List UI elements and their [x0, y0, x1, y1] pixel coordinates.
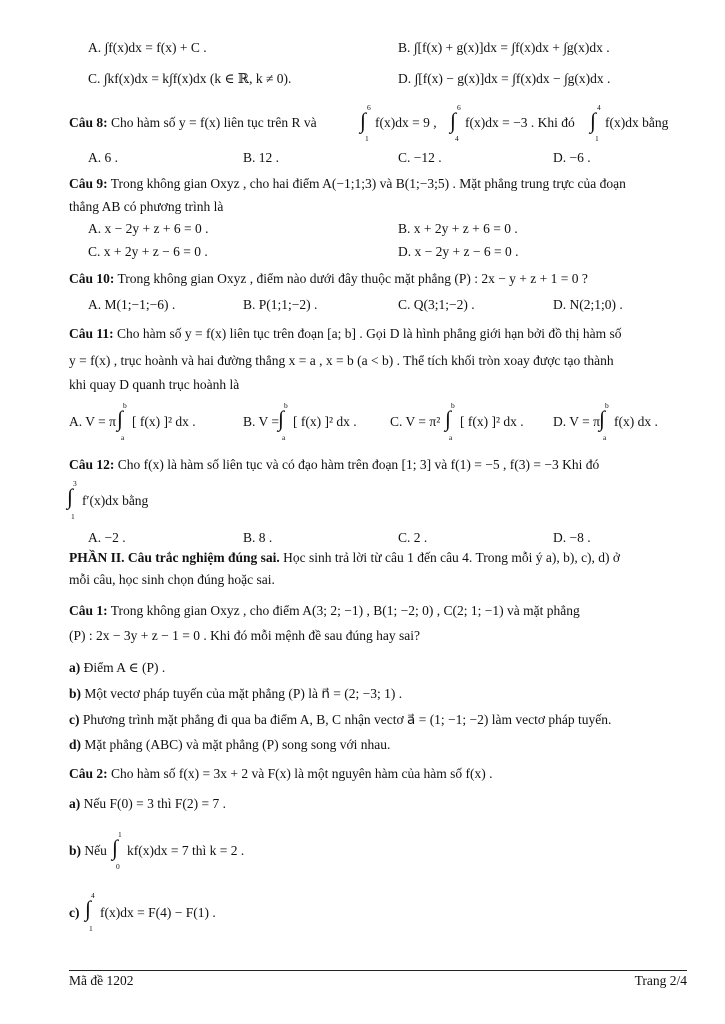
- integral-sign: ∫: [85, 896, 92, 921]
- q7-option-a: A. ∫f(x)dx = f(x) + C .: [88, 40, 207, 55]
- q8-option-c: C. −12 .: [398, 150, 442, 165]
- q7-option-c: C. ∫kf(x)dx = k∫f(x)dx (k ∈ ℝ, k ≠ 0).: [88, 71, 292, 86]
- q11-lower: a: [121, 433, 125, 442]
- q11-option-b-body: [ f(x) ]² dx .: [293, 414, 357, 429]
- q8-text: Cho hàm số y = f(x) liên tục trên R và: [111, 115, 317, 130]
- q12-question: [69, 457, 599, 473]
- integral-sign: ∫: [117, 406, 124, 431]
- q9-option-d: D. x − 2y + z − 6 = 0 .: [398, 244, 519, 259]
- q11-option-a-body: [ f(x) ]² dx .: [132, 414, 196, 429]
- item-text: Nếu: [81, 843, 107, 858]
- q8-option-a: A. 6 .: [88, 150, 118, 165]
- part2-heading: [69, 550, 620, 566]
- q12-option-b: B. 8 .: [243, 530, 273, 545]
- item-label: a): [69, 660, 81, 675]
- q10-option-b: B. P(1;1;−2) .: [243, 297, 318, 312]
- item-text: Một vectơ pháp tuyến của mặt phẳng (P) là n⃗ = (2; −3; 1) .: [81, 686, 403, 701]
- p2q2-label: Câu 2:: [69, 766, 108, 781]
- q11-upper: b: [284, 401, 288, 410]
- q12-upper: 3: [73, 479, 77, 488]
- q8-int2-upper: 6: [457, 103, 461, 112]
- q10-option-d: D. N(2;1;0) .: [553, 297, 623, 312]
- q11-option-c-prefix: C. V = π²: [390, 414, 441, 429]
- item-text: Mặt phẳng (ABC) và mặt phẳng (P) song song với nhau.: [81, 737, 391, 752]
- q8-int1-lower: 1: [365, 134, 369, 143]
- q10-question: [69, 271, 588, 287]
- q11-text-line1: Cho hàm số y = f(x) liên tục trên đoạn [a; b] . Gọi D là hình phẳng giới hạn bởi đồ thị hàm số: [117, 326, 622, 341]
- item-label: a): [69, 796, 81, 811]
- footer-divider: [69, 970, 687, 971]
- q12-label: Câu 12:: [69, 457, 115, 472]
- p2q2-c-body: f(x)dx = F(4) − F(1) .: [100, 905, 216, 920]
- q12-int-body: f′(x)dx bằng: [82, 493, 149, 508]
- q12-option-d: D. −8 .: [553, 530, 591, 545]
- p2q2-c-lower: 1: [89, 924, 93, 933]
- q8-option-b: B. 12 .: [243, 150, 280, 165]
- q12-text: Cho f(x) là hàm số liên tục và có đạo hàm trên đoạn [1; 3] và f(1) = −5 , f(3) = −3 Khi đó: [117, 457, 600, 472]
- q11-option-d-prefix: D. V = π: [553, 414, 600, 429]
- q11-option-b-prefix: B. V =: [243, 414, 280, 429]
- integral-sign: ∫: [450, 108, 457, 133]
- q11-upper: b: [605, 401, 609, 410]
- p2q2-b-lower: 0: [116, 862, 120, 871]
- p2q2-text: Cho hàm số f(x) = 3x + 2 và F(x) là một nguyên hàm của hàm số f(x) .: [111, 766, 493, 781]
- q11-question: [69, 326, 621, 342]
- item-label: d): [69, 737, 82, 752]
- part2-instructions: Học sinh trả lời từ câu 1 đến câu 4. Trong mỗi ý a), b), c), d) ở: [279, 550, 621, 565]
- part2-instructions-line2: mỗi câu, học sinh chọn đúng hoặc sai.: [69, 572, 275, 587]
- p2q1-item-c: [69, 712, 611, 728]
- p2q1-text-line2: (P) : 2x − 3y + z − 1 = 0 . Khi đó mỗi mệnh đề sau đúng hay sai?: [69, 628, 421, 643]
- q11-text-line2: y = f(x) , trục hoành và hai đường thẳng x = a , x = b (a < b) . Thể tích khối tròn xoay được tạo thành: [69, 353, 614, 368]
- q11-option-a-prefix: A. V = π: [69, 414, 116, 429]
- item-text: Phương trình mặt phẳng đi qua ba điểm A, B, C nhận vectơ a⃗ = (1; −1; −2) làm vectơ pháp tuyến.: [79, 712, 612, 727]
- q12-lower: 1: [71, 512, 75, 521]
- p2q2-question: [69, 766, 493, 782]
- q9-option-b: B. x + 2y + z + 6 = 0 .: [398, 221, 518, 236]
- integral-sign: ∫: [112, 835, 119, 860]
- q11-upper: b: [123, 401, 127, 410]
- item-label: c): [69, 712, 80, 727]
- q10-option-c: C. Q(3;1;−2) .: [398, 297, 475, 312]
- q10-text: Trong không gian Oxyz , điểm nào dưới đây thuộc mặt phẳng (P) : 2x − y + z + 1 = 0 ?: [117, 271, 588, 286]
- q9-text-line2: thẳng AB có phương trình là: [69, 199, 224, 214]
- q10-label: Câu 10:: [69, 271, 115, 286]
- part2-title: PHẦN II. Câu trắc nghiệm đúng sai.: [69, 550, 280, 565]
- p2q2-item-a: [69, 796, 226, 812]
- p2q1-item-a: [69, 660, 165, 676]
- p2q2-b-body: kf(x)dx = 7 thì k = 2 .: [127, 843, 245, 858]
- footer-page-number: Trang 2/4: [634, 973, 687, 988]
- item-label: b): [69, 686, 82, 701]
- p2q1-item-d: [69, 737, 390, 753]
- q11-option-d-body: f(x) dx .: [614, 414, 658, 429]
- integral-sign: ∫: [599, 406, 606, 431]
- p2q2-item-b: [69, 843, 107, 859]
- q7-option-d: D. ∫[f(x) − g(x)]dx = ∫f(x)dx − ∫g(x)dx .: [398, 71, 611, 86]
- q9-label: Câu 9:: [69, 176, 108, 191]
- p2q1-question: [69, 603, 580, 619]
- integral-sign: ∫: [445, 406, 452, 431]
- item-label: c): [69, 905, 80, 920]
- q8-int2-lower: 4: [455, 134, 459, 143]
- footer-exam-code: Mã đề 1202: [69, 973, 134, 988]
- q8-int1-upper: 6: [367, 103, 371, 112]
- q9-text-line1: Trong không gian Oxyz , cho hai điểm A(−1;1;3) và B(1;−3;5) . Mặt phẳng trung trực của đoạn: [110, 176, 626, 191]
- integral-sign: ∫: [67, 484, 74, 509]
- p2q1-text-line1: Trong không gian Oxyz , cho điểm A(3; 2; −1) , B(1; −2; 0) , C(2; 1; −1) và mặt phẳng: [110, 603, 580, 618]
- p2q2-item-c: [69, 905, 80, 921]
- q11-label: Câu 11:: [69, 326, 114, 341]
- q8-label: Câu 8:: [69, 115, 108, 130]
- integral-sign: ∫: [590, 108, 597, 133]
- q10-option-a: A. M(1;−1;−6) .: [88, 297, 176, 312]
- q11-lower: a: [603, 433, 607, 442]
- q11-text-line3: khi quay D quanh trục hoành là: [69, 377, 240, 392]
- q8-int3-lower: 1: [595, 134, 599, 143]
- p2q2-c-upper: 4: [91, 891, 95, 900]
- q9-question: [69, 176, 626, 192]
- q9-option-a: A. x − 2y + z + 6 = 0 .: [88, 221, 209, 236]
- q8-question: [69, 115, 317, 131]
- q12-option-a: A. −2 .: [88, 530, 126, 545]
- integral-sign: ∫: [278, 406, 285, 431]
- q8-option-d: D. −6 .: [553, 150, 591, 165]
- q9-option-c: C. x + 2y + z − 6 = 0 .: [88, 244, 208, 259]
- item-text: Nếu F(0) = 3 thì F(2) = 7 .: [80, 796, 226, 811]
- p2q1-item-b: [69, 686, 402, 702]
- q7-option-b: B. ∫[f(x) + g(x)]dx = ∫f(x)dx + ∫g(x)dx .: [398, 40, 610, 55]
- q8-int2-body: f(x)dx = −3 . Khi đó: [465, 115, 575, 130]
- q11-upper: b: [451, 401, 455, 410]
- q11-lower: a: [449, 433, 453, 442]
- item-text: Điểm A ∈ (P) .: [80, 660, 166, 675]
- item-label: b): [69, 843, 82, 858]
- q8-int3-upper: 4: [597, 103, 601, 112]
- q8-int1-body: f(x)dx = 9 ,: [375, 115, 437, 130]
- integral-sign: ∫: [360, 108, 367, 133]
- q11-option-c-body: [ f(x) ]² dx .: [460, 414, 524, 429]
- p2q1-label: Câu 1:: [69, 603, 108, 618]
- q11-lower: a: [282, 433, 286, 442]
- q8-int3-body: f(x)dx bằng: [605, 115, 669, 130]
- p2q2-b-upper: 1: [118, 830, 122, 839]
- q12-option-c: C. 2 .: [398, 530, 428, 545]
